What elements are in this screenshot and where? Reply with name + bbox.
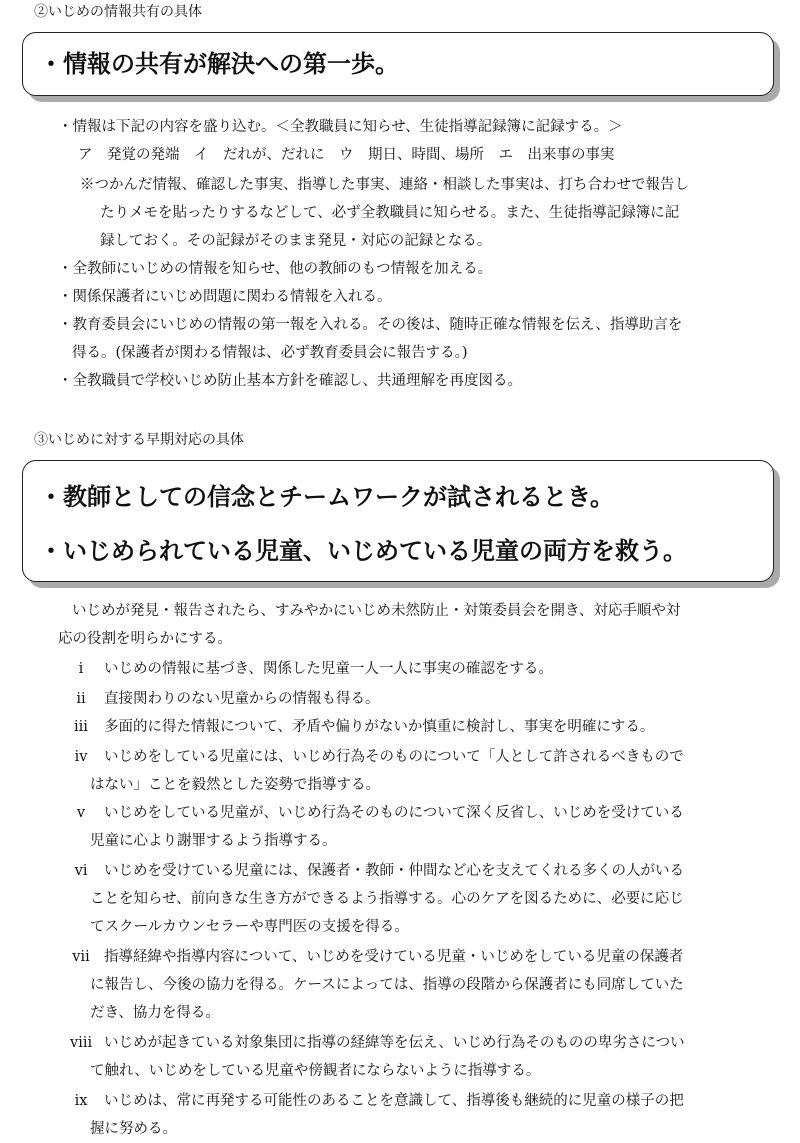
section3-callout-box — [22, 460, 774, 582]
section2-bullet: ・全教職員で学校いじめ防止基本方針を確認し、共通理解を再度図る。 — [58, 373, 522, 389]
item-text: て触れ、いじめをしている児童や傍観者にならないように指導する。 — [90, 1063, 541, 1079]
item-text: いじめが起きている対象集団に指導の経緯等を伝え、いじめ行為そのものの卑劣さについ — [104, 1035, 685, 1051]
item-number: ⅷ — [69, 1035, 93, 1051]
item-text: だき、協力を得る。 — [90, 1005, 220, 1021]
section2-bullet-continuation: 得る。(保護者が関わる情報は、必ず教育委員会に報告する。) — [72, 345, 468, 361]
item-text: 児童に心より謝罪するよう指導する。 — [90, 833, 337, 849]
item-text: 直接関わりのない児童からの情報も得る。 — [104, 691, 380, 707]
item-text: てスクールカウンセラーや専門医の支援を得る。 — [90, 919, 409, 935]
item-number: ⅶ — [72, 949, 90, 965]
section2-note-line: 録しておく。その記録がそのまま発見・対応の記録となる。 — [100, 233, 492, 249]
section2-bullet: ・全教師にいじめの情報を知らせ、他の教師のもつ情報を加える。 — [58, 261, 493, 277]
section3-intro-line: 応の役割を明らかにする。 — [58, 631, 232, 647]
item-text: いじめを受けている児童には、保護者・教師・仲間など心を支えてくれる多くの人がいる — [104, 863, 684, 879]
section2-bullet: ・関係保護者にいじめ問題に関わる情報を入れる。 — [58, 289, 392, 305]
item-text: いじめをしている児童には、いじめ行為そのものについて「人として許されるべきもので — [104, 749, 684, 765]
section3-intro-line: いじめが発見・報告されたら、すみやかにいじめ未然防止・対策委員会を開き、対応手順や対 — [72, 603, 681, 619]
item-text: 握に努める。 — [90, 1121, 177, 1137]
item-number: ⅸ — [74, 1093, 88, 1109]
item-number: ⅰ — [78, 661, 84, 677]
item-text: いじめをしている児童が、いじめ行為そのものについて深く反省し、いじめを受けている — [104, 805, 684, 821]
section2-callout-box — [22, 32, 774, 96]
item-text: いじめの情報に基づき、関係した児童一人一人に事実の確認をする。 — [104, 661, 553, 677]
item-number: ⅳ — [74, 749, 88, 765]
section2-bullet: ・教育委員会にいじめの情報の第一報を入れる。その後は、随時正確な情報を伝え、指導助言を — [58, 317, 683, 333]
section2-intro: ・情報は下記の内容を盛り込む。＜全教職員に知らせ、生徒指導記録簿に記録する。＞ — [58, 119, 623, 135]
section2-callout-text: ・情報の共有が解決への第一歩。 — [39, 50, 399, 78]
item-text: はない」ことを毅然とした姿勢で指導する。 — [90, 777, 380, 793]
item-text: ことを知らせ、前向きな生き方ができるよう指導する。心のケアを図るために、必要に応じ — [90, 891, 684, 907]
item-number: ⅲ — [74, 719, 88, 735]
item-text: に報告し、今後の協力を得る。ケースによっては、指導の段階から保護者にも同席していた — [90, 977, 684, 993]
item-number: ⅱ — [76, 691, 86, 707]
item-number: ⅴ — [76, 805, 86, 821]
item-text: いじめは、常に再発する可能性のあることを意識して、指導後も継続的に児童の様子の把 — [104, 1093, 684, 1109]
section2-items-line: ア 発覚の発端 イ だれが、だれに ウ 期日、時間、場所 エ 出来事の事実 — [78, 147, 615, 163]
item-text: 指導経緯や指導内容について、いじめを受けている児童・いじめをしている児童の保護者 — [104, 949, 684, 965]
section3-callout-text: ・いじめられている児童、いじめている児童の両方を救う。 — [39, 537, 687, 565]
section2-heading: ②いじめの情報共有の具体 — [34, 4, 202, 20]
item-text: 多面的に得た情報について、矛盾や偏りがないか慎重に検討し、事実を明確にする。 — [104, 719, 655, 735]
section3-callout-text: ・教師としての信念とチームワークが試されるとき。 — [39, 483, 615, 511]
item-number: ⅵ — [74, 863, 88, 879]
section2-note-line: たりメモを貼ったりするなどして、必ず全教職員に知らせる。また、生徒指導記録簿に記 — [100, 205, 680, 221]
section3-heading: ③いじめに対する早期対応の具体 — [34, 432, 244, 448]
section2-note-line: ※つかんだ情報、確認した事実、指導した事実、連絡・相談した事実は、打ち合わせで報告し — [80, 177, 689, 193]
